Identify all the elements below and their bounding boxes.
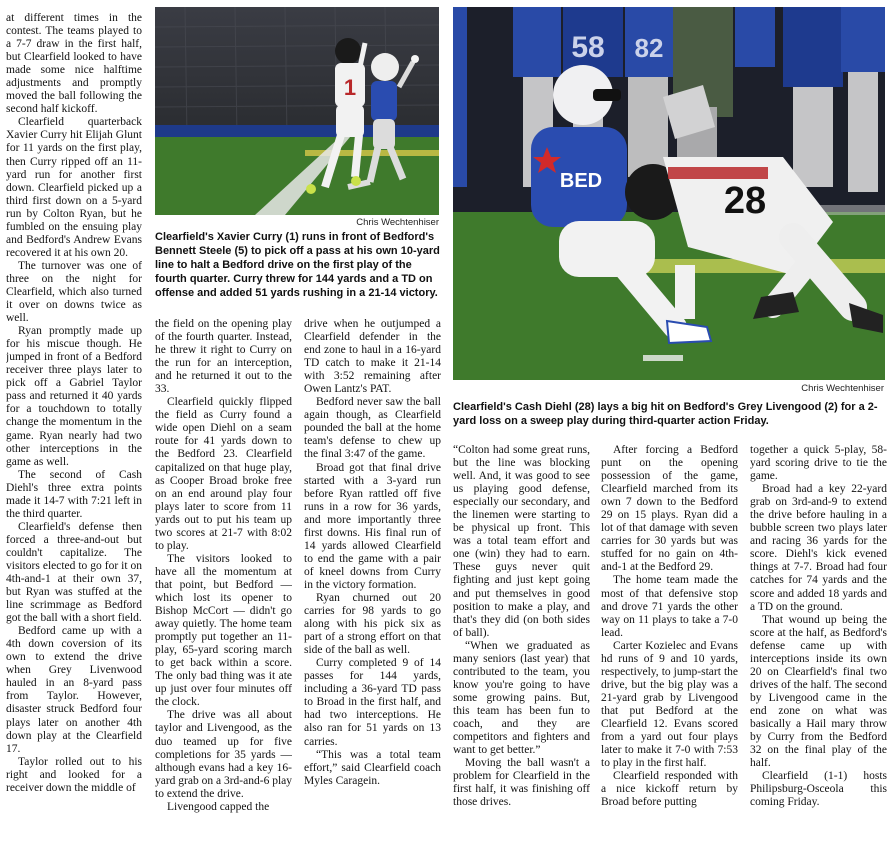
article-paragraph: Ryan promptly made up for his miscue though. He jumped in front of a Bedford receiver three plays later to pick off a Gabriel Taylor pass and returned it 40 yards for a touchdown to totally change the momentum in the game. Ryan nearly had two other interceptions in the game as well. [6,325,142,468]
article-paragraph: The home team made the most of that defensive stop and drove 71 yards the other way on 11 plays to take a 7-0 lead. [601,574,738,639]
article-column-3 [304,318,441,838]
article-paragraph: Clearfield's defense then forced a three-and-out but couldn't capitalize. The visitors elected to go for it on 4th-and-1 at their own 37, but Ryan was stuffed at the line scrimmage as Bedford got the ball with a short field. [6,520,142,625]
article-paragraph: Broad got that final drive started with a 3-yard run before Ryan rattled off five runs in a row for 36 yards, and more importantly three first downs. His final run of 14 yards allowed Clearfield to end the game with a pair of kneel downs from Curry in the victory formation. [304,461,441,591]
article-paragraph: Clearfield responded with a nice kickoff return by Broad before putting [601,770,738,809]
photo-1-caption: Clearfield's Xavier Curry (1) runs in front of Bedford's Bennett Steele (5) to pick off a pass at his own 10-yard line to halt a Bedford drive on the first play of the fourth quarter. Curry threw for 144 yards and a TD on offense and added 51 yards rushing in a 21-14 victory. [155,231,440,299]
article-paragraph: Moving the ball wasn't a problem for Clearfield in the first half, it was finishing off those drives. [453,757,590,809]
article-column-4 [453,444,590,838]
article-paragraph: the field on the opening play of the fourth quarter. Instead, he threw it right to Curry on the run for an interception, and he returned it out to the 33. [155,318,292,396]
article-column-2 [155,318,292,838]
article-paragraph: “This was a total team effort,” said Clearfield coach Myles Caragein. [304,748,441,787]
article-paragraph: The visitors looked to have all the momentum at that point, but Bedford — which lost its opener to Bishop McCort — didn't go away quietly. The home team promptly put together an 11-play, 65-yard scoring march to get back within a score. The only bad thing was it ate up just over four minutes off the clock. [155,552,292,709]
photo-2-jersey-text: BED [559,170,603,192]
photo-2-caption: Clearfield's Cash Diehl (28) lays a big hit on Bedford's Grey Livengood (2) for a 2-yard loss on a sweep play during third-quarter action Friday. [453,401,878,427]
photo-diehl-tackle [453,7,885,380]
article-paragraph: Clearfield (1-1) hosts Philipsburg-Osceola this coming Friday. [750,770,887,809]
article-paragraph: The second of Cash Diehl's three extra points made it 14-7 with 7:21 left in the third quarter. [6,468,142,520]
article-paragraph: Bedford came up with a 4th down coversion of its own to extend the drive when Grey Livenwood hauled in an 8-yard pass from Taylor. However, disaster struck Bedford four plays later on another 4th down play at the Clearfield 17. [6,625,142,755]
article-column-6 [750,444,887,838]
article-paragraph: Ryan churned out 20 carries for 98 yards to go along with his pick six as part of a strong effort on that side of the ball as well. [304,591,441,657]
photo-1-credit: Chris Wechtenhiser [356,217,439,228]
article-paragraph: Curry completed 9 of 14 passes for 144 yards, including a 36-yard TD pass to Broad in the first half, and had two interceptions. He also ran for 51 yards on 13 carries. [304,657,441,748]
article-paragraph: Bedford never saw the ball again though, as Clearfield pounded the ball at the home team's defense to chew up the final 3:47 of the game. [304,396,441,461]
article-paragraph: Livengood capped the [167,800,270,813]
article-paragraph: Carter Kozielec and Evans hd runs of 9 and 10 yards, respectively, to jump-start the drive, but the big play was a 21-yard grab by Livengood that put Bedford at the Clearfield 12. Evans scored from a yard out four plays later to make it 7-0 with 7:53 to play in the first half. [601,639,738,770]
photo-curry-interception [155,7,439,215]
article-paragraph: Clearfield quickly flipped the field as Curry found a wide open Diehl on a seam route for 41 yards down to the Bedford 23. Clearfield capitalized on that huge play, as Cooper Broad broke free on an end around play four plays later to score from 11 yards out to put his team up two scores at 21-7 with 8:02 to play. [155,396,292,552]
article-paragraph: That wound up being the score at the half, as Bedford's defense came up with interceptions inside its own 20 on Clearfield's final two drives of the half. The second by Livengood came in the end zone on what was basically a Hail mary throw by Curry from the Bedford 32 on the final play of the half. [750,613,887,770]
photo-2-credit: Chris Wechtenhiser [801,383,884,394]
article-paragraph: “Colton had some great runs, but the line was blocking well. And, it was good to see us playing good defense, especially our secondary, and the linemen were starting to be physical up front. This was a total team effort and one (win) they had to earn. These guys never quit fighting and just kept going and put themselves in good position to make a play, and that's they did (on both sides of ball). [453,444,590,639]
article-paragraph: The turnover was one of three on the night for Clearfield, which also turned it over on downs twice as well. [6,259,142,325]
article-paragraph: Broad had a key 22-yard grab on 3rd-and-9 to extend the drive before hauling in a bubble screen two plays later and racing 36 yards for the score. Diehl's kick evened things at 7-7. Broad had four catches for 74 yards and the score and added 18 yards and a TD on the ground. [750,483,887,613]
photo-1-image [155,7,439,215]
photo-2-bg-number-2: 82 [634,33,664,63]
article-paragraph: The drive was all about taylor and Livengood, as the duo teamed up for five completions for 35 yards — although evans had a key 16-yard grab on a 3rd-and-6 play to extend the drive. [155,709,292,800]
article-column-5 [601,444,738,838]
photo-2-bg-number-1: 58 [571,31,605,64]
photo-2-image [453,7,885,380]
article-paragraph: After forcing a Bedford punt on the opening possession of the game, Clearfield marched from its own 7 down to the Bedford 29 on 15 plays. Ryan did a lot of that damage with seven carries for 30 yards but was stuffed for no gain on 4th-and-1 at the Bedford 29. [601,444,738,574]
article-column-1 [6,12,142,838]
article-paragraph: Taylor rolled out to his right and looked for a receiver down the middle of [6,755,142,794]
article-paragraph: at different times in the contest. The teams played to a 7-7 draw in the first half, but Clearfield looked to have made some nice halftime adjustments and promptly moved the ball following the second half kickoff. [6,12,142,116]
photo-2-jersey-number: 28 [723,180,767,222]
article-paragraph: together a quick 5-play, 58-yard scoring drive to tie the game. [750,444,887,483]
photo-1-jersey-number: 1 [343,75,357,100]
article-paragraph: Clearfield quarterback Xavier Curry hit Elijah Glunt for 11 yards on the first play, then Curry ripped off an 11-yard run for another first down. Clearfield picked up a third first down on a 5-yard run by Colton Ryan, but he fumbled on the ensuing play and Bedford's Andrew Evans recovered it at his own 20. [6,116,142,259]
article-paragraph: drive when he outjumped a Clearfield defender in the end zone to haul in a 16-yard TD catch to make it 21-14 with 3:52 remaining after Owen Lantz's PAT. [304,318,441,396]
article-paragraph: “When we graduated as many seniors (last year) that contributed to the team, you know you're going to have some growing pains. But, this team has been fun to coach, and they are competitors and fighters and want to get better.” [453,639,590,757]
